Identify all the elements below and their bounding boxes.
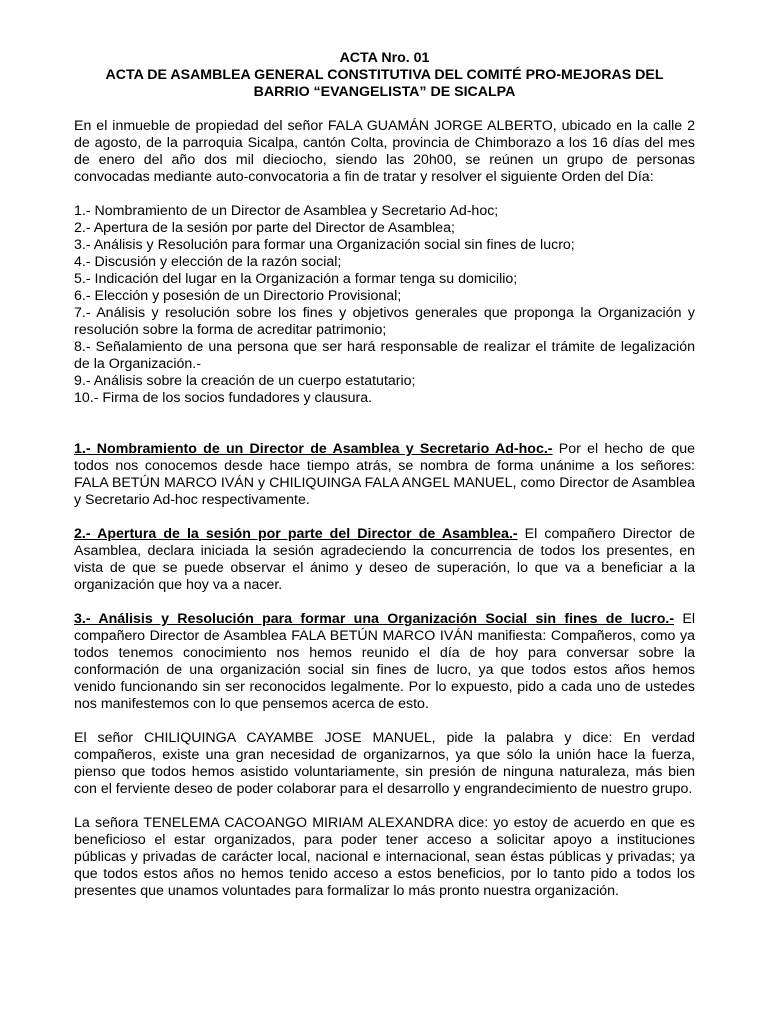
body-paragraph: La señora TENELEMA CACOANGO MIRIAM ALEXANDRA dice: yo estoy de acuerdo en que es beneficioso el estar organizados, para poder tener acceso a solicitar apoyo a instituciones públicas y privadas de carácter local, nacional e internacional, sean éstas públicas y privadas; ya que todos estos años no hemos tenido acceso a estos beneficios, por lo tanto pido a todos los presentes que unamos voluntades para formalizar lo más pronto nuestra organización.: [74, 815, 695, 899]
section-paragraph: [74, 526, 695, 594]
section-paragraph: [74, 611, 695, 713]
agenda-item: 10.- Firma de los socios fundadores y clausura.: [74, 390, 373, 406]
agenda-item: 6.- Elección y posesión de un Directorio Provisional;: [74, 288, 402, 304]
agenda-list: [74, 203, 695, 407]
title-line-barrio: BARRIO “EVANGELISTA” DE SICALPA: [253, 84, 516, 100]
title-line-act-number: ACTA Nro. 01: [339, 50, 430, 66]
section-heading: 1.- Nombramiento de un Director de Asamblea y Secretario Ad-hoc.-: [74, 441, 553, 457]
agenda-item: 4.- Discusión y elección de la razón social;: [74, 254, 342, 270]
agenda-item: 3.- Análisis y Resolución para formar una Organización social sin fines de lucro;: [74, 237, 575, 253]
agenda-item: 9.- Análisis sobre la creación de un cuerpo estatutario;: [74, 373, 416, 389]
agenda-item: 5.- Indicación del lugar en la Organización a formar tenga su domicilio;: [74, 271, 518, 287]
intro-paragraph: En el inmueble de propiedad del señor FALA GUAMÁN JORGE ALBERTO, ubicado en la calle 2 de agosto, de la parroquia Sicalpa, cantón Colta, provincia de Chimborazo a los 16 días del mes de enero del año dos mil dieciocho, siendo las 20h00, se reúnen un grupo de personas convocadas mediante auto-convocatoria a fin de tratar y resolver el siguiente Orden del Día:: [74, 118, 695, 185]
body-paragraph: El señor CHILIQUINGA CAYAMBE JOSE MANUEL, pide la palabra y dice: En verdad compañeros, existe una gran necesidad de organizarnos, ya que sólo la unión hace la fuerza, pienso que todos hemos asistido voluntariamente, sin presión de ninguna naturaleza, más bien con el ferviente deseo de poder colaborar para el desarrollo y engrandecimiento de nuestro grupo.: [74, 730, 695, 797]
agenda-item: 2.- Apertura de la sesión por parte del Director de Asamblea;: [74, 220, 455, 236]
section-body: Por el hecho de que todos nos conocemos desde hace tiempo atrás, se nombra de forma unánime a los señores: FALA BETÚN MARCO IVÁN y CHILIQUINGA FALA ANGEL MANUEL, como Director de Asamblea y Secretario Ad-hoc respectivamente.: [74, 441, 695, 508]
agenda-item: 8.- Señalamiento de una persona que ser hará responsable de realizar el trámite de legalización de la Organización.-: [74, 339, 695, 372]
document-title: [74, 50, 695, 101]
section-body: El compañero Director de Asamblea, declara iniciada la sesión agradeciendo la concurrencia de todos los presentes, en vista de que se puede observar el ánimo y deseo de superación, lo que va a beneficiar a la organización que hoy va a nacer.: [74, 526, 695, 593]
section-paragraph: [74, 441, 695, 509]
section-heading: 3.- Análisis y Resolución para formar una Organización Social sin fines de lucro.-: [74, 611, 675, 627]
title-line-main: ACTA DE ASAMBLEA GENERAL CONSTITUTIVA DEL COMITÉ PRO-MEJORAS DEL: [105, 67, 664, 83]
section-heading: 2.- Apertura de la sesión por parte del Director de Asamblea.-: [74, 526, 518, 542]
agenda-item: 1.- Nombramiento de un Director de Asamblea y Secretario Ad-hoc;: [74, 203, 499, 219]
agenda-item: 7.- Análisis y resolución sobre los fines y objetivos generales que proponga la Organización y resolución sobre la forma de acreditar patrimonio;: [74, 305, 695, 338]
section-body: El compañero Director de Asamblea FALA BETÚN MARCO IVÁN manifiesta: Compañeros, como ya todos tenemos conocimiento nos hemos reunido el día de hoy para conversar sobre la conformación de una organización social sin fines de lucro, ya que todos estos años hemos venido funcionando sin ser reconocidos legalmente. Por lo expuesto, pido a cada uno de ustedes nos manifestemos con lo que pensemos acerca de esto.: [74, 611, 695, 712]
